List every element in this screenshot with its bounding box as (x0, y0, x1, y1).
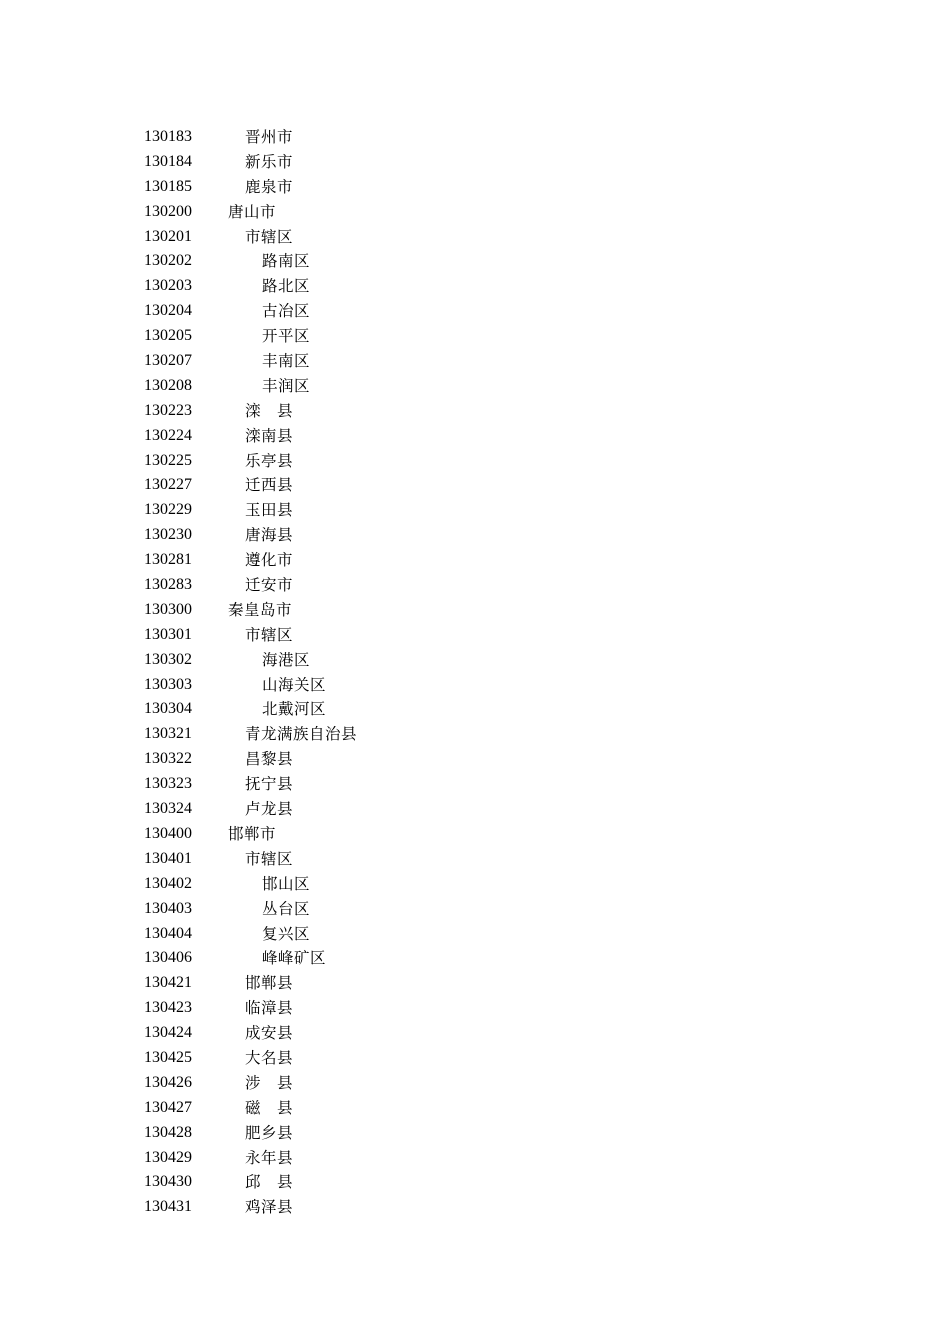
region-name: 路南区 (262, 252, 311, 271)
region-name: 肥乡县 (245, 1123, 294, 1142)
region-code: 130300 (144, 600, 192, 618)
region-name: 乐亭县 (245, 451, 294, 470)
region-name: 迁安市 (245, 576, 294, 595)
region-code: 130230 (144, 526, 192, 544)
region-name: 滦 县 (245, 401, 294, 420)
region-name: 古冶区 (262, 302, 311, 321)
region-name: 丰润区 (262, 376, 311, 395)
region-name: 迁西县 (245, 476, 294, 495)
region-code: 130427 (144, 1098, 192, 1116)
region-name: 永年县 (245, 1148, 294, 1167)
region-name: 玉田县 (245, 501, 294, 520)
region-code: 130229 (144, 501, 192, 519)
region-name: 鸡泽县 (245, 1198, 294, 1217)
region-name: 北戴河区 (262, 700, 327, 719)
region-code: 130324 (144, 800, 192, 818)
region-code: 130429 (144, 1148, 192, 1166)
region-code: 130184 (144, 152, 192, 170)
region-code: 130406 (144, 949, 192, 967)
region-code: 130208 (144, 376, 192, 394)
region-code: 130403 (144, 899, 192, 917)
region-name: 丰南区 (262, 352, 311, 371)
region-code: 130430 (144, 1173, 192, 1191)
region-code: 130225 (144, 451, 192, 469)
region-name: 涉 县 (245, 1073, 294, 1092)
region-name: 秦皇岛市 (228, 600, 293, 619)
region-name: 遵化市 (245, 551, 294, 570)
region-name: 唐海县 (245, 526, 294, 545)
region-name: 成安县 (245, 1024, 294, 1043)
region-name: 青龙满族自治县 (245, 725, 358, 744)
region-name: 开平区 (262, 327, 311, 346)
region-name: 新乐市 (245, 152, 294, 171)
region-code: 130426 (144, 1073, 192, 1091)
region-code: 130421 (144, 974, 192, 992)
region-name: 邱 县 (245, 1173, 294, 1192)
region-code: 130185 (144, 177, 192, 195)
region-code: 130321 (144, 725, 192, 743)
region-name: 市辖区 (245, 625, 294, 644)
region-name: 滦南县 (245, 426, 294, 445)
region-code: 130224 (144, 426, 192, 444)
region-code: 130205 (144, 327, 192, 345)
region-code: 130202 (144, 252, 192, 270)
region-name: 大名县 (245, 1048, 294, 1067)
region-name: 鹿泉市 (245, 177, 294, 196)
region-name: 市辖区 (245, 849, 294, 868)
region-name: 丛台区 (262, 899, 311, 918)
region-name: 邯郸县 (245, 974, 294, 993)
region-code: 130203 (144, 277, 192, 295)
region-code: 130423 (144, 999, 192, 1017)
region-code: 130401 (144, 849, 192, 867)
region-name: 邯山区 (262, 874, 311, 893)
region-code: 130400 (144, 824, 192, 842)
region-code: 130281 (144, 551, 192, 569)
region-name: 市辖区 (245, 227, 294, 246)
region-code: 130207 (144, 352, 192, 370)
region-name: 昌黎县 (245, 750, 294, 769)
region-code: 130304 (144, 700, 192, 718)
region-name: 晋州市 (245, 128, 294, 146)
region-name: 磁 县 (245, 1098, 294, 1117)
region-code: 130323 (144, 775, 192, 793)
region-code: 130183 (144, 128, 192, 145)
region-name: 峰峰矿区 (262, 949, 327, 968)
region-code: 130303 (144, 675, 192, 693)
region-code: 130425 (144, 1048, 192, 1066)
region-code: 130431 (144, 1198, 192, 1216)
region-code: 130201 (144, 227, 192, 245)
region-name: 邯郸市 (228, 824, 277, 843)
region-name: 卢龙县 (245, 800, 294, 819)
region-code: 130200 (144, 202, 192, 220)
region-code: 130204 (144, 302, 192, 320)
region-name: 抚宁县 (245, 775, 294, 794)
region-code: 130402 (144, 874, 192, 892)
region-name: 山海关区 (262, 675, 327, 694)
region-code: 130302 (144, 650, 192, 668)
region-code: 130301 (144, 625, 192, 643)
region-name: 唐山市 (228, 202, 277, 221)
region-code: 130424 (144, 1024, 192, 1042)
region-name: 复兴区 (262, 924, 311, 943)
region-code: 130223 (144, 401, 192, 419)
region-code: 130227 (144, 476, 192, 494)
region-code: 130428 (144, 1123, 192, 1141)
region-name: 海港区 (262, 650, 311, 669)
region-code: 130404 (144, 924, 192, 942)
region-name: 路北区 (262, 277, 311, 296)
region-code: 130283 (144, 576, 192, 594)
region-name: 临漳县 (245, 999, 294, 1018)
region-code: 130322 (144, 750, 192, 768)
